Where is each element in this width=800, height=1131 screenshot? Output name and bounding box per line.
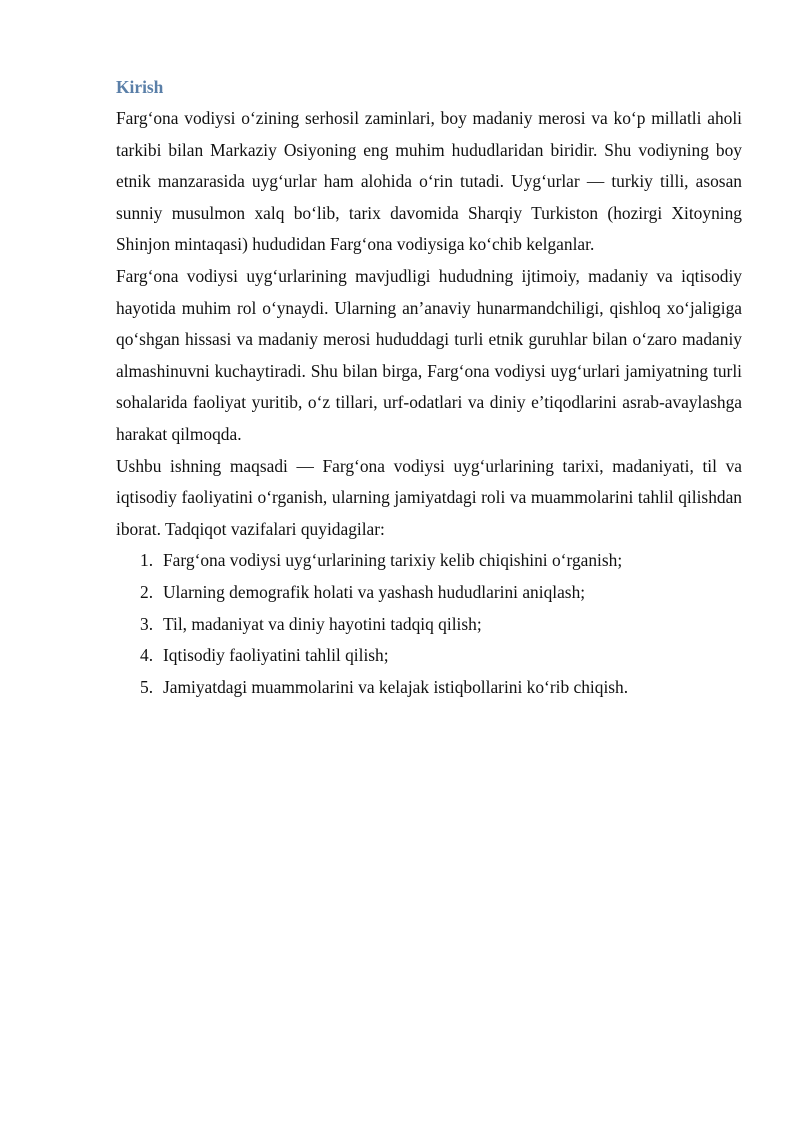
list-item-text: Ularning demografik holati va yashash hududlarini aniqlash; <box>163 581 586 602</box>
document-body <box>116 72 742 703</box>
list-item <box>116 545 742 577</box>
list-item-text: Jamiyatdagi muammolarini va kelajak istiqbollarini ko‘rib chiqish. <box>163 676 629 697</box>
list-item-number: 3. <box>140 613 154 634</box>
list-item-text: Iqtisodiy faoliyatini tahlil qilish; <box>163 645 389 666</box>
list-item-number: 4. <box>140 645 154 666</box>
list-item-number: 1. <box>140 550 154 571</box>
list-item-number: 2. <box>140 581 154 602</box>
section-heading: Kirish <box>116 77 164 97</box>
list-item-text: Til, madaniyat va diniy hayotini tadqiq qilish; <box>163 613 482 634</box>
list-item <box>116 609 742 641</box>
list-item-number: 5. <box>140 676 154 697</box>
intro-paragraph-2: Farg‘ona vodiysi uyg‘urlarining mavjudligi hududning ijtimoiy, madaniy va iqtisodiy hayotida muhim rol o‘ynaydi. Ularning an’anaviy hunarmandchiligi, qishloq xo‘jaligiga qo‘shgan hissasi va madaniy merosi hududdagi turli etnik guruhlar bilan o‘zaro madaniy almashinuvni kuchaytiradi. Shu bilan birga, Farg‘ona vodiysi uyg‘urlari jamiyatning turli sohalarida faoliyat yuritib, o‘z tillari, urf-odatlari va diniy e’tiqodlarini asrab-avaylashga harakat qilmoqda. <box>116 265 742 444</box>
intro-paragraph-3: Ushbu ishning maqsadi — Farg‘ona vodiysi uyg‘urlarining tarixi, madaniyati, til va iqtisodiy faoliyatini o‘rganish, ularning jamiyatdagi roli va muammolarini tahlil qilishdan iborat. Tadqiqot vazifalari quyidagilar: <box>116 455 742 539</box>
intro-paragraph-1: Farg‘ona vodiysi o‘zining serhosil zaminlari, boy madaniy merosi va ko‘p millatli aholi tarkibi bilan Markaziy Osiyoning eng muhim hududlaridan biridir. Shu vodiyning boy etnik manzarasida uyg‘urlar ham alohida o‘rin tutadi. Uyg‘urlar — turkiy tilli, asosan sunniy musulmon xalq bo‘lib, tarix davomida Sharqiy Turkiston (hozirgi Xitoyning Shinjon mintaqasi) hududidan Farg‘ona vodiysiga ko‘chib kelganlar. <box>116 108 742 255</box>
list-item <box>116 672 742 704</box>
task-list <box>116 545 742 703</box>
list-item <box>116 640 742 672</box>
list-item <box>116 577 742 609</box>
list-item-text: Farg‘ona vodiysi uyg‘urlarining tarixiy kelib chiqishini o‘rganish; <box>163 550 623 571</box>
